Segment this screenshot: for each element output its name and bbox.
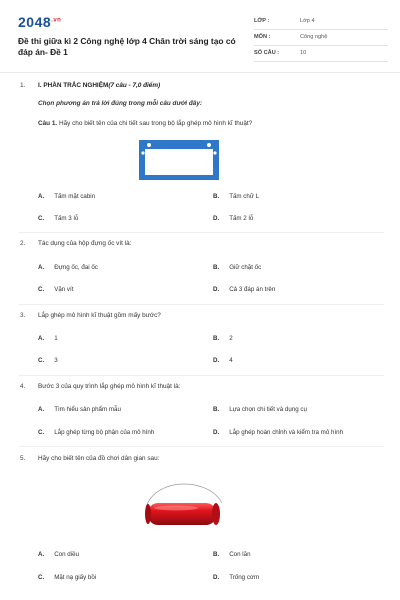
option-text: Tấm 3 lỗ <box>54 215 79 222</box>
option-text: Con lăn <box>229 551 251 558</box>
cabin-panel-image <box>135 138 223 182</box>
q4-option-c[interactable] <box>38 429 154 436</box>
meta-row-subject <box>254 30 388 46</box>
cabin-panel-hole <box>213 151 216 154</box>
q5-option-b[interactable] <box>213 551 251 558</box>
cabin-panel-hole <box>141 151 144 154</box>
rice-drum-image <box>136 473 230 533</box>
cabin-panel-window <box>145 149 213 175</box>
q1-option-c[interactable] <box>38 215 78 222</box>
question-separator <box>18 304 384 305</box>
meta-key: LỚP : <box>254 18 270 24</box>
option-text: Mặt nạ giấy bồi <box>54 574 97 581</box>
drum-head <box>212 503 220 525</box>
header-divider <box>0 72 400 73</box>
question-number: 4. <box>20 383 26 390</box>
option-letter: A. <box>38 551 45 558</box>
q5-option-c[interactable] <box>38 574 96 581</box>
meta-value: Lớp 4 <box>300 18 315 24</box>
option-text: Vặn vít <box>54 286 74 293</box>
logo-tld: .vn <box>51 17 62 24</box>
question-separator <box>18 446 384 447</box>
q4-option-a[interactable] <box>38 406 121 413</box>
option-letter: C. <box>38 574 45 581</box>
question-number: 5. <box>20 455 26 462</box>
option-text: Lắp ghép hoàn chỉnh và kiểm tra mô hình <box>229 429 344 436</box>
q2-option-a[interactable] <box>38 264 98 271</box>
meta-value: 10 <box>300 50 307 56</box>
q5-option-d[interactable] <box>213 574 259 581</box>
q4-option-d[interactable] <box>213 429 343 436</box>
option-letter: D. <box>213 286 220 293</box>
drum-highlight <box>154 506 198 511</box>
exam-header <box>18 12 388 74</box>
q2-option-b[interactable] <box>213 264 261 271</box>
question-1-text <box>38 120 252 127</box>
option-text: Đựng ốc, đai ốc <box>54 264 98 271</box>
section-title: I. PHẦN TRẮC NGHIỆM <box>38 82 109 89</box>
option-letter: C. <box>38 429 45 436</box>
question-body: Tác dụng của hộp đựng ốc vít là: <box>38 240 132 247</box>
option-letter: B. <box>213 264 220 271</box>
logo-number: 2048 <box>18 14 52 30</box>
section-subtitle: (7 câu - 7,0 điểm) <box>108 82 161 89</box>
question-body: Hãy cho biết tên của đồ chơi dân gian sau: <box>38 455 160 462</box>
option-text: 3 <box>54 357 58 364</box>
section-title-line <box>38 82 160 89</box>
page-title: Đề thi giữa kì 2 Công nghệ lớp 4 Chân trời sáng tạo có đáp án- Đề 1 <box>18 36 236 57</box>
section-instruction: Chọn phương án trả lời đúng trong mỗi câu dưới đây: <box>38 100 203 107</box>
option-letter: C. <box>38 286 45 293</box>
option-letter: C. <box>38 215 45 222</box>
q3-option-b[interactable] <box>213 335 233 342</box>
site-logo[interactable] <box>18 14 61 30</box>
option-letter: A. <box>38 335 45 342</box>
q4-option-b[interactable] <box>213 406 307 413</box>
option-text: Trống cơm <box>229 574 260 581</box>
option-letter: B. <box>213 406 220 413</box>
option-text: Con diều <box>54 551 79 558</box>
q2-option-c[interactable] <box>38 286 73 293</box>
exam-meta-table <box>254 14 388 62</box>
option-text: 4 <box>229 357 233 364</box>
option-text: Tấm 2 lỗ <box>229 215 254 222</box>
option-letter: A. <box>38 406 45 413</box>
meta-row-grade <box>254 14 388 30</box>
cabin-panel-hole <box>147 143 151 147</box>
cabin-panel-hole <box>207 143 211 147</box>
question-body: Bước 3 của quy trình lắp ghép mô hình kĩ thuật là: <box>38 383 181 390</box>
meta-key: MÔN : <box>254 34 271 40</box>
option-text: Lựa chọn chi tiết và dụng cụ <box>229 406 307 413</box>
q3-option-a[interactable] <box>38 335 58 342</box>
option-text: 2 <box>229 335 233 342</box>
q2-option-d[interactable] <box>213 286 275 293</box>
option-letter: D. <box>213 357 220 364</box>
meta-row-question-count <box>254 46 388 62</box>
option-letter: B. <box>213 551 220 558</box>
q5-option-a[interactable] <box>38 551 79 558</box>
meta-key: SỐ CÂU : <box>254 50 280 56</box>
option-letter: D. <box>213 429 220 436</box>
meta-value: Công nghệ <box>300 34 328 40</box>
q1-option-d[interactable] <box>213 215 253 222</box>
question-body: Hãy cho biết tên của chi tiết sau trong bộ lắp ghép mô hình kĩ thuật? <box>58 120 253 127</box>
option-text: Tấm mặt cabin <box>54 193 96 200</box>
question-number: 1. <box>20 82 26 89</box>
option-letter: D. <box>213 574 220 581</box>
question-body: Lắp ghép mô hình kĩ thuật gồm mấy bước? <box>38 312 161 319</box>
question-separator <box>18 375 384 376</box>
option-letter: B. <box>213 335 220 342</box>
option-text: 1 <box>54 335 58 342</box>
option-text: Lắp ghép từng bộ phận của mô hình <box>54 429 155 436</box>
question-number: 2. <box>20 240 26 247</box>
option-letter: A. <box>38 264 45 271</box>
q3-option-d[interactable] <box>213 357 233 364</box>
option-letter: A. <box>38 193 45 200</box>
q1-option-b[interactable] <box>213 193 259 200</box>
question-number: 3. <box>20 312 26 319</box>
question-separator <box>18 232 384 233</box>
drum-head <box>145 504 151 524</box>
option-text: Tấm chữ L <box>229 193 260 200</box>
option-text: Tìm hiểu sản phẩm mẫu <box>54 406 121 413</box>
option-letter: B. <box>213 193 220 200</box>
option-letter: D. <box>213 215 220 222</box>
option-text: Giữ chặt ốc <box>229 264 262 271</box>
option-letter: C. <box>38 357 45 364</box>
question-prefix: Câu 1. <box>38 120 58 127</box>
q3-option-c[interactable] <box>38 357 58 364</box>
q1-option-a[interactable] <box>38 193 95 200</box>
option-text: Cả 3 đáp án trên <box>229 286 276 293</box>
